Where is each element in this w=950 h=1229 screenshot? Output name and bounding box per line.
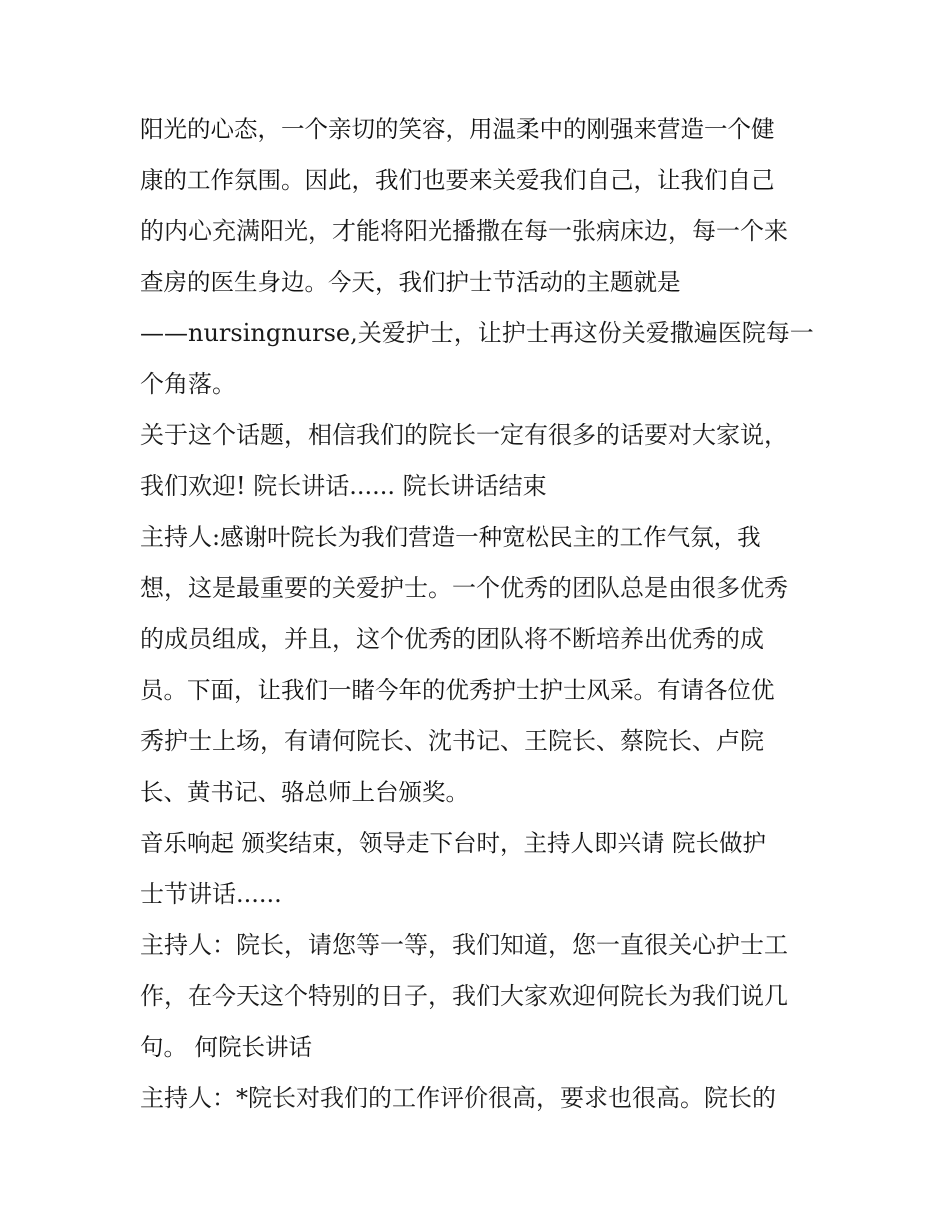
text-line (140, 359, 820, 410)
document-page (140, 104, 820, 1124)
text-segment: 句。 何院长讲话 (140, 1033, 312, 1061)
text-line (140, 665, 820, 716)
text-line (140, 920, 820, 971)
text-line (140, 155, 820, 206)
text-segment: 阳光的心态，一个亲切的笑容，用温柔中的刚强来营造一个健 (140, 115, 775, 143)
text-line (140, 1073, 820, 1124)
text-line (140, 818, 820, 869)
text-segment: 作，在今天这个特别的日子，我们大家欢迎何院长为我们说几 (140, 982, 788, 1010)
text-segment: 长、黄书记、骆总师上台颁奖。 (140, 778, 469, 806)
text-line (140, 971, 820, 1022)
text-line (140, 461, 820, 512)
text-line (140, 614, 820, 665)
text-line (140, 869, 820, 920)
text-segment: 关于这个话题，相信我们的院长一定有很多的话要对大家说， (140, 421, 788, 449)
text-segment: 音乐响起 颁奖结束，领导走下台时，主持人即兴请 院长做护 (140, 829, 766, 857)
text-line (140, 206, 820, 257)
text-line (140, 257, 820, 308)
text-segment: 员。下面，让我们一睹今年的优秀护士护士风采。有请各位优 (140, 676, 775, 704)
text-line (140, 410, 820, 461)
text-segment: 我们欢迎! 院长讲话...... 院长讲话结束 (140, 472, 547, 500)
text-segment: 想，这是最重要的关爱护士。一个优秀的团队总是由很多优秀 (140, 574, 788, 602)
text-line (140, 104, 820, 155)
text-line (140, 767, 820, 818)
text-line (140, 563, 820, 614)
text-segment: 主持人：*院长对我们的工作评价很高，要求也很高。院长的 (140, 1084, 776, 1112)
text-segment: 主持人：院长，请您等一等，我们知道，您一直很关心护士工 (140, 931, 788, 959)
text-segment: 康的工作氛围。因此，我们也要来关爱我们自己，让我们自己 (140, 166, 775, 194)
text-line (140, 1022, 820, 1073)
text-segment: 的成员组成，并且，这个优秀的团队将不断培养出优秀的成 (140, 625, 764, 653)
text-segment: 感谢叶院长为我们营造一种宽松民主的工作气氛，我 (220, 523, 761, 551)
text-segment: 秀护士上场，有请何院长、沈书记、王院长、蔡院长、卢院 (140, 727, 764, 755)
text-segment: 查房的医生身边。今天，我们护士节活动的主题就是 (140, 268, 681, 296)
text-line (140, 716, 820, 767)
text-segment: 主持人: (140, 523, 221, 551)
text-line (140, 512, 820, 563)
text-segment: 个角落。 (140, 370, 236, 398)
text-segment: 士节讲话...... (140, 880, 282, 908)
text-segment: ——nursingnurse,关爱护士，让护士再这份关爱撒遍医院每一 (140, 319, 814, 347)
text-line (140, 308, 820, 359)
text-segment: 的内心充满阳光，才能将阳光播撒在每一张病床边，每一个来 (140, 217, 788, 245)
